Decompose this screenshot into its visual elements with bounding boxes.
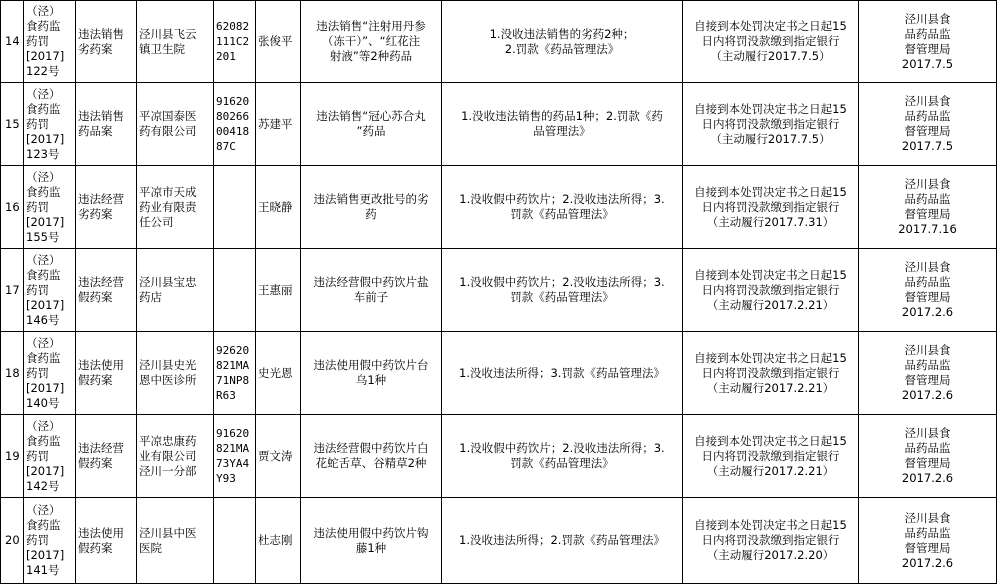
violation-fact-cell <box>301 415 442 498</box>
cell-line: 假药案 <box>78 540 113 555</box>
cell-line: 食药监 <box>26 101 61 116</box>
cell-line: 91620 <box>216 427 250 440</box>
cell-line: 督管理局 <box>904 373 951 387</box>
cell-line: 2.罚款《药品管理法》 <box>504 41 620 56</box>
cell-line: 药罚 <box>26 116 49 131</box>
document-number-cell <box>24 83 76 166</box>
authority-cell <box>859 249 997 332</box>
cell-line: 食药监 <box>26 267 61 282</box>
cell-line: 62082 <box>216 20 250 33</box>
case-type-cell <box>76 498 137 584</box>
cell-line: 71NP8 <box>216 374 250 387</box>
cell-line: R63 <box>216 389 236 402</box>
table-row <box>1 249 997 332</box>
row-index-cell: 18 <box>1 332 24 415</box>
penalty-content-cell <box>442 415 683 498</box>
violation-fact-cell <box>301 249 442 332</box>
penalty-content-cell <box>442 332 683 415</box>
violation-fact-cell <box>301 332 442 415</box>
cell-line: ”药品 <box>356 124 386 138</box>
cell-line: 督管理局 <box>904 540 951 555</box>
document-number-cell <box>24 498 76 584</box>
document-number-cell <box>24 332 76 415</box>
cell-line: 1.没收假中药饮片；2.没收违法所得；3. <box>459 441 665 455</box>
cell-line: 藤1种 <box>355 540 387 555</box>
legal-person-cell: 王晓静 <box>256 166 301 249</box>
cell-line: 87C <box>216 140 236 153</box>
document-number-cell <box>24 166 76 249</box>
cell-line: 督管理局 <box>904 41 951 56</box>
cell-line: 药罚 <box>26 34 49 48</box>
cell-line: [2017] <box>26 49 65 63</box>
cell-line: 违法经营 <box>78 275 124 289</box>
cell-line: 任公司 <box>139 214 174 229</box>
credit-code-cell <box>214 498 256 584</box>
organization-cell <box>137 498 214 584</box>
cell-line: 日内将罚没款缴到指定银行 <box>701 448 840 463</box>
penalty-content-cell <box>442 166 683 249</box>
cell-line: 泾川县食 <box>904 510 951 525</box>
cell-line: 92620 <box>216 344 250 357</box>
cell-line: 泾川县食 <box>904 426 951 440</box>
cell-line: 1.没收违法销售的药品1种；2.罚款《药 <box>461 109 663 123</box>
cell-line: 2017.7.16 <box>898 222 957 236</box>
cell-line: 车前子 <box>353 290 389 304</box>
cell-line: 自接到本处罚决定书之日起15 <box>694 350 847 365</box>
cell-line: （主动履行2017.7.5） <box>710 49 831 63</box>
cell-line: （泾） <box>26 86 61 101</box>
credit-code-cell <box>214 83 256 166</box>
cell-line: （泾） <box>26 252 61 267</box>
cell-line: 122号 <box>26 64 60 78</box>
authority-cell <box>859 1 997 83</box>
organization-cell <box>137 1 214 83</box>
payment-deadline-cell <box>683 166 859 249</box>
cell-line: （泾） <box>26 169 61 184</box>
cell-line: 违法使用假中药饮片台 <box>313 358 429 372</box>
cell-line: 药罚 <box>26 533 49 547</box>
credit-code-cell <box>214 415 256 498</box>
case-type-cell <box>76 415 137 498</box>
cell-line: 镇卫生院 <box>139 41 185 56</box>
cell-line: 泾川县食 <box>904 260 951 274</box>
cell-line: 91620 <box>216 95 250 108</box>
cell-line: 品药品监 <box>904 358 951 372</box>
cell-line: 品药品监 <box>904 26 951 41</box>
violation-fact-cell <box>301 1 442 83</box>
authority-cell <box>859 332 997 415</box>
cell-line: （主动履行2017.2.21） <box>706 380 835 395</box>
cell-line: 业有限公司 <box>139 448 197 463</box>
document-number-cell <box>24 1 76 83</box>
cell-line: 140号 <box>26 395 60 410</box>
credit-code-cell <box>214 1 256 83</box>
cell-line: 违法销售“注射用丹参 <box>316 19 426 33</box>
cell-line: 自接到本处罚决定书之日起15 <box>694 184 847 199</box>
cell-line: 日内将罚没款缴到指定银行 <box>701 533 840 547</box>
case-type-cell <box>76 1 137 83</box>
cell-line: 药有限公司 <box>139 124 197 138</box>
cell-line: 2017.2.6 <box>901 555 954 570</box>
cell-line: 品药品监 <box>904 275 951 289</box>
cell-line: 1.没收假中药饮片；2.没收违法所得；3. <box>459 192 665 206</box>
payment-deadline-cell <box>683 332 859 415</box>
row-index-cell: 16 <box>1 166 24 249</box>
cell-line: 督管理局 <box>904 456 951 470</box>
cell-line: 食药监 <box>26 19 61 33</box>
cell-line: 违法经营 <box>78 441 124 455</box>
cell-line: 违法销售“冠心苏合丸 <box>316 109 426 123</box>
cell-line: （主动履行2017.7.31） <box>706 214 835 229</box>
cell-line: 泾川县食 <box>904 94 951 108</box>
legal-person-cell: 苏建平 <box>256 83 301 166</box>
payment-deadline-cell <box>683 83 859 166</box>
cell-line: （主动履行2017.7.5） <box>710 131 831 146</box>
cell-line: 821MA <box>216 359 250 372</box>
cell-line: [2017] <box>26 548 65 562</box>
credit-code-cell <box>214 332 256 415</box>
cell-line: （主动履行2017.2.20） <box>706 548 835 562</box>
violation-fact-cell <box>301 166 442 249</box>
cell-line: 201 <box>216 50 236 63</box>
table-row <box>1 498 997 584</box>
cell-line: 督管理局 <box>904 124 951 138</box>
cell-line: 平凉市天成 <box>139 184 197 199</box>
cell-line: 品药品监 <box>904 192 951 206</box>
cell-line: 药店 <box>139 290 162 304</box>
cell-line: 141号 <box>26 563 60 577</box>
cell-line: 自接到本处罚决定书之日起15 <box>694 101 847 116</box>
legal-person-cell: 王惠丽 <box>256 249 301 332</box>
credit-code-cell <box>214 166 256 249</box>
cell-line: 泾川一分部 <box>139 463 197 478</box>
cell-line: [2017] <box>26 214 65 229</box>
organization-cell <box>137 83 214 166</box>
table-body <box>1 1 997 584</box>
penalty-content-cell <box>442 498 683 584</box>
cell-line: 违法经营假中药饮片盐 <box>313 275 429 289</box>
organization-cell <box>137 249 214 332</box>
cell-line: 药罚 <box>26 282 49 297</box>
cell-line: 日内将罚没款缴到指定银行 <box>701 199 840 214</box>
cell-line: 食药监 <box>26 184 61 199</box>
cell-line: 违法使用 <box>78 525 124 540</box>
cell-line: 食药监 <box>26 433 61 448</box>
cell-line: 督管理局 <box>904 290 951 304</box>
cell-line: 假药案 <box>78 290 113 304</box>
authority-cell <box>859 83 997 166</box>
cell-line: 1.没收假中药饮片；2.没收违法所得；3. <box>459 275 665 289</box>
cell-line: 品药品监 <box>904 441 951 455</box>
organization-cell <box>137 166 214 249</box>
cell-line: 品药品监 <box>904 525 951 540</box>
violation-fact-cell <box>301 83 442 166</box>
violation-fact-cell <box>301 498 442 584</box>
cell-line: 821MA <box>216 442 250 455</box>
cell-line: Y93 <box>216 472 236 485</box>
cell-line: 2017.7.5 <box>901 139 954 153</box>
cell-line: 药业有限责 <box>139 199 197 214</box>
cell-line: （主动履行2017.2.21） <box>706 463 835 478</box>
row-index-cell: 20 <box>1 498 24 584</box>
cell-line: 药 <box>365 207 377 221</box>
cell-line: 146号 <box>26 312 60 327</box>
cell-line: [2017] <box>26 463 65 478</box>
organization-cell <box>137 415 214 498</box>
row-index-cell: 15 <box>1 83 24 166</box>
cell-line: 乌1种 <box>355 373 387 387</box>
cell-line: 泾川县飞云 <box>139 26 197 41</box>
cell-line: 泾川县食 <box>904 177 951 191</box>
payment-deadline-cell <box>683 415 859 498</box>
cell-line: 日内将罚没款缴到指定银行 <box>701 116 840 131</box>
cell-line: 自接到本处罚决定书之日起15 <box>694 518 847 532</box>
legal-person-cell: 杜志刚 <box>256 498 301 584</box>
cell-line: （泾） <box>26 4 61 18</box>
payment-deadline-cell <box>683 249 859 332</box>
authority-cell <box>859 498 997 584</box>
authority-cell <box>859 415 997 498</box>
case-type-cell <box>76 83 137 166</box>
cell-line: 罚款《药品管理法》 <box>510 456 614 470</box>
cell-line: 食药监 <box>26 518 61 532</box>
cell-line: 日内将罚没款缴到指定银行 <box>701 34 840 48</box>
cell-line: 泾川县食 <box>904 11 951 26</box>
cell-line: 药品案 <box>78 124 113 138</box>
cell-line: 自接到本处罚决定书之日起15 <box>694 267 847 282</box>
cell-line: 日内将罚没款缴到指定银行 <box>701 365 840 380</box>
cell-line: 品管理法》 <box>533 124 591 138</box>
legal-person-cell: 贾文涛 <box>256 415 301 498</box>
cell-line: 155号 <box>26 229 60 244</box>
cell-line: （泾） <box>26 335 61 350</box>
cell-line: 恩中医诊所 <box>139 373 197 387</box>
row-index-cell: 14 <box>1 1 24 83</box>
cell-line: 违法经营 <box>78 192 124 206</box>
cell-line: 督管理局 <box>904 207 951 221</box>
table-row <box>1 83 997 166</box>
cell-line: 123号 <box>26 146 60 161</box>
cell-line: [2017] <box>26 131 65 146</box>
cell-line: 泾川县中医 <box>139 525 197 540</box>
cell-line: 日内将罚没款缴到指定银行 <box>701 282 840 297</box>
table-row <box>1 415 997 498</box>
cell-line: 1.没收违法所得；2.罚款《药品管理法》 <box>459 533 665 547</box>
cell-line: 劣药案 <box>78 207 113 221</box>
cell-line: 泾川县宝忠 <box>139 275 197 289</box>
case-type-cell <box>76 166 137 249</box>
cell-line: 假药案 <box>78 373 113 387</box>
cell-line: 2017.2.6 <box>901 471 954 485</box>
cell-line: 药罚 <box>26 448 49 463</box>
cell-line: （主动履行2017.2.21） <box>706 297 835 312</box>
cell-line: （泾） <box>26 503 61 517</box>
cell-line: 泾川县食 <box>904 343 951 357</box>
cell-line: 142号 <box>26 478 60 493</box>
cell-line: 2017.2.6 <box>901 305 954 319</box>
cell-line: 食药监 <box>26 350 61 365</box>
cell-line: 自接到本处罚决定书之日起15 <box>694 433 847 448</box>
cell-line: 73YA4 <box>216 457 250 470</box>
document-number-cell <box>24 415 76 498</box>
penalty-content-cell <box>442 1 683 83</box>
table-row <box>1 332 997 415</box>
cell-line: （冻干）”、“红花注 <box>321 34 421 48</box>
cell-line: 平凉国泰医 <box>139 109 197 123</box>
row-index-cell: 19 <box>1 415 24 498</box>
cell-line: [2017] <box>26 297 65 312</box>
cell-line: 药罚 <box>26 365 49 380</box>
cell-line: 违法销售 <box>78 109 124 123</box>
cell-line: 00418 <box>216 125 250 138</box>
legal-person-cell: 张俊平 <box>256 1 301 83</box>
cell-line: 2017.2.6 <box>901 388 954 402</box>
penalty-content-cell <box>442 83 683 166</box>
cell-line: 1.没收违法销售的劣药2种； <box>489 26 635 41</box>
legal-person-cell: 史光恩 <box>256 332 301 415</box>
document-number-cell <box>24 249 76 332</box>
cell-line: 违法使用假中药饮片钩 <box>313 525 429 540</box>
cell-line: [2017] <box>26 380 65 395</box>
cell-line: 医院 <box>139 540 162 555</box>
cell-line: 劣药案 <box>78 41 113 56</box>
cell-line: 111C2 <box>216 35 250 48</box>
penalty-content-cell <box>442 249 683 332</box>
cell-line: （泾） <box>26 418 61 433</box>
cell-line: 违法使用 <box>78 358 124 372</box>
cell-line: 罚款《药品管理法》 <box>510 207 614 221</box>
cell-line: 花蛇舌草、谷精草2种 <box>315 456 427 470</box>
case-type-cell <box>76 332 137 415</box>
payment-deadline-cell <box>683 498 859 584</box>
cell-line: 1.没收违法所得；3.罚款《药品管理法》 <box>459 365 665 380</box>
cell-line: 药罚 <box>26 199 49 214</box>
cell-line: 假药案 <box>78 456 113 470</box>
cell-line: 违法销售 <box>78 26 124 41</box>
cell-line: 自接到本处罚决定书之日起15 <box>694 19 847 33</box>
table-row <box>1 166 997 249</box>
cell-line: 品药品监 <box>904 109 951 123</box>
case-type-cell <box>76 249 137 332</box>
cell-line: 违法销售更改批号的劣 <box>313 192 429 206</box>
authority-cell <box>859 166 997 249</box>
cell-line: 射液”等2种药品 <box>329 49 413 63</box>
cell-line: 违法经营假中药饮片白 <box>313 441 429 455</box>
organization-cell <box>137 332 214 415</box>
cell-line: 平凉忠康药 <box>139 433 197 448</box>
row-index-cell: 17 <box>1 249 24 332</box>
table-row <box>1 1 997 83</box>
cell-line: 罚款《药品管理法》 <box>510 290 614 304</box>
credit-code-cell <box>214 249 256 332</box>
cell-line: 80266 <box>216 110 250 123</box>
cell-line: 泾川县史光 <box>139 358 197 372</box>
payment-deadline-cell <box>683 1 859 83</box>
cell-line: 2017.7.5 <box>901 56 954 71</box>
